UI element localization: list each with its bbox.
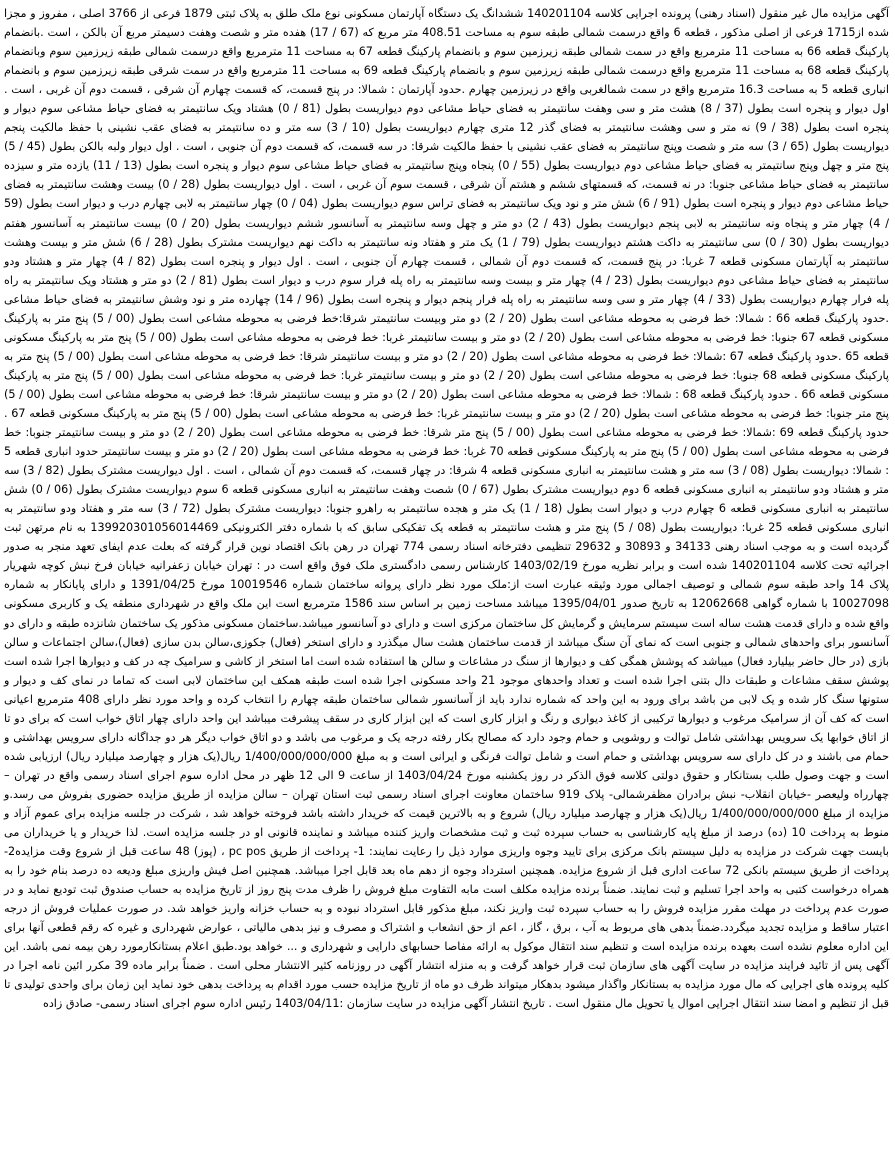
auction-notice-text: آگهی مزایده مال غیر منقول (اسناد رهنی) پرونده اجرایی کلاسه 140201104 ششدانگ یک دستگاه آپارتمان مسکونی نوع ملک طلق به پلاک ثبتی 1879 فرعی از 3766 اصلی ، مفروز و مجزا شده از1715 فرعی از اصلی مذکور ، قطعه 6 واقع درسمت شمالی طبقه سوم به مساحت 408.51 متر مربع که (67 / 17) هفده متر و شصت وهفت دسیمتر مربع آن بالکن ، است .بانضمام پارکینگ قطعه 66 به مساحت 11 مترمربع واقع در سمت شمالی طبقه زیرزمین سوم و بانضمام پارکینگ قطعه 67 به مساحت 11 مترمربع واقع درسمت شمالی طبقه زیرزمین سوم وبانضمام پارکینگ قطعه 68 به مساحت 11 مترمربع واقع درسمت شمالی طبقه زیرزمین سوم و بانضمام پارکینگ قطعه 69 به مساحت 11 مترمربع واقع در سمت شرقی طبقه زیرزمین سوم و بانضمام انباری قطعه 5 به مساحت 16.3 مترمربع واقع در سمت شمالغربی واقع در زیرزمین چهارم .حدود آپارتمان : شمالا: در پنج قسمت، که قسمت چهارم آن شرقی ، قسمت دوم آن غربی ، است . اول دیوار و پنجره است بطول (37 / 8) هشت متر و سی وهفت سانتیمتر به فضای حیاط مشاعی دوم دیواریست بطول (81 / 0) هشتاد ویک سانتیمتر به فضای حیاط مشاعی سوم دیوار و پنجره است بطول (38 / 9) نه متر و سی وهشت سانتیمتر به فضای گذر 12 متری چهارم دیواریست بطول (10 / 3) سه متر و ده سانتیمتر به فضای عقب نشینی با حفظ مالکیت پنجم دیواریست بطول (65 / 3) سه متر و شصت وپنج سانتیمتر به فضای عقب نشینی با حفظ مالکیت شرقا: در سه قسمت، که قسمت دوم آن جنوبی ، است . اول دیوار ولبه بالکن بطول (45 / 5) پنج متر و چهل وپنج سانتیمتر به فضای حیاط مشاعی دوم دیواریست بطول (55 / 0) پنجاه وپنج سانتیمتر به فضای حیاط مشاعی سوم دیوار و پنجره است بطول (13 / 11) یازده متر و سیزده سانتیمتر به فضای حیاط مشاعی جنوبا: در نه قسمت، که قسمتهای ششم و هشتم آن شرقی ، قسمت سوم آن غربی ، است . اول دیواریست بطول (28 / 0) بیست وهشت سانتیمتر به فضای حیاط مشاعی دوم دیوار و پنجره است بطول (91 / 6) شش متر و نود ویک سانتیمتر به فضای تراس سوم دیواریست بطول (04 / 0) چهار سانتیمتر به لابی چهارم درب و دیوار است بطول (59 / 4) چهار متر و پنجاه ونه سانتیمتر به لابی پنجم دیواریست بطول (43 / 2) دو متر و چهل وسه سانتیمتر به آسانسور ششم دیواریست بطول (20 / 0) بیست سانتیمتر به آسانسور هفتم دیواریست بطول (30 / 0) سی سانتیمتر به داکت هشتم دیواریست بطول (79 / 1) یک متر و هفتاد ونه سانتیمتر به داکت نهم دیواریست مشترک بطول (28 / 6) شش متر و بیست وهشت سانتیمتر به آپارتمان مسکونی قطعه 7 غربا: در پنج قسمت، که قسمت دوم آن شمالی ، قسمت چهارم آن جنوبی ، است . اول دیوار و پنجره است بطول (82 / 4) چهار متر و هشتاد ودو سانتیمتر به فضای حیاط مشاعی دوم دیواریست بطول (23 / 4) چهار متر و بیست وسه سانتیمتر به راه پله فرار سوم درب و دیوار است بطول (81 / 2) دو متر و هشتاد ویک سانتیمتر به راه پله فرار چهارم دیواریست بطول (33 / 4) چهار متر و سی وسه سانتیمتر به راه پله فرار پنجم دیوار و پنجره است بطول (96 / 14) چهارده متر و نود وشش سانتیمتر به فضای حیاط مشاعی .حدود پارکینگ قطعه 66 : شمالا: خط فرضی به محوطه مشاعی است بطول (20 / 2) دو متر وبیست سانتیمتر شرقا:خط فرضی به محوطه مشاعی است بطول (00 / 5) پنج متر به پارکینگ مسکونی قطعه 67 جنوبا: خط فرضی به محوطه مشاعی است بطول (20 / 2) دو متر و بیست سانتیمتر غربا: خط فرضی به محوطه مشاعی است بطول (00 / 5) پنج متر به پارکینگ مسکونی قطعه 65 .حدود پارکینگ قطعه 67 :شمالا: خط فرضی به محوطه مشاعی است بطول (20 / 2) دو متر و بیست سانتیمتر شرقا: خط فرضی به محوطه مشاعی است بطول (00 / 5) پنج متر به پارکینگ مسکونی قطعه 68 جنوبا: خط فرضی به محوطه مشاعی است بطول (20 / 2) دو متر و بیست سانتیمتر غربا: خط فرضی به محوطه مشاعی است بطول (00 / 5) پنج متر به پارکینگ مسکونی قطعه 66 . حدود پارکینگ قطعه 68 : شمالا: خط فرضی به محوطه مشاعی است بطول (20 / 2) دو متر و بیست سانتیمتر شرقا: خط فرضی به محوطه مشاعی است بطول (00 / 5) پنج متر جنوبا: خط فرضی به محوطه مشاعی است بطول (20 / 2) دو متر و بیست سانتیمتر غربا: خط فرضی به محوطه مشاعی است بطول (00 / 5) پنج متر به پارکینگ مسکونی قطعه 67 . حدود پارکینگ قطعه 69 :شمالا: خط فرضی به محوطه مشاعی است بطول (00 / 5) پنج متر شرقا: خط فرضی به محوطه مشاعی است بطول (20 / 2) دو متر و بیست سانتیمتر جنوبا: خط فرضی به محوطه مشاعی است بطول (00 / 5) پنج متر به پارکینگ مسکونی قطعه 70 غربا: خط فرضی به محوطه مشاعی است بطول (20 / 2) دو متر و بیست سانتیمتر حدود انباری قطعه 5 : شمالا: دیواریست بطول (08 / 3) سه متر و هشت سانتیمتر به انباری مسکونی قطعه 4 شرقا: در چهار قسمت، که قسمت دوم آن شمالی ، است . اول دیواریست مشترک بطول (82 / 3) سه متر و هشتاد ودو سانتیمتر به انباری مسکونی قطعه 6 دوم دیواریست مشترک بطول (67 / 0) شصت وهفت سانتیمتر به انباری مسکونی قطعه 6 سوم دیواریست مشترک بطول (06 / 0) شش سانتیمتر به انباری مسکونی قطعه 6 چهارم درب و دیوار است بطول (18 / 1) یک متر و هجده سانتیمتر به راهرو جنوبا: دیواریست مشترک بطول (72 / 3) سه متر و هفتاد ودو سانتیمتر به انباری مسکونی قطعه 25 غربا: دیواریست بطول (08 / 5) پنج متر و هشت سانتیمتر به قطعه یک تفکیکی سابق که با شماره دفتر الکترونیکی 139920301056014469 به نام مرتهن ثبت گردیده است و به موجب اسناد رهنی 34133 و 30893 و 29632 تنظیمی دفترخانه اسناد رسمی 774 تهران در رهن بانک اقتصاد نوین قرار گرفته که بعلت عدم ایفای تعهد منجر به صدور اجرائیه تحت کلاسه 140201104 شده است و برابر نظریه مورخ 1403/02/19 کارشناس رسمی دادگستری ملک فوق واقع است در : تهران خیابان زعفرانیه خیابان فرخ نبش کوچه شهریار پلاک 14 واحد طبقه سوم شمالی و توصیف اجمالی مورد وثیقه عبارت است از:ملک مورد نظر دارای پروانه ساختمان شماره 10019546 مورخ 1391/04/25 و دارای پایانکار به شماره 10027098 با شماره گواهی 12062668 به تاریخ صدور 1395/04/01 میباشد مساحت زمین بر اساس سند 1586 مترمربع است این ملک واقع در شهرداری منطقه یک و کاربری مسکونی واقع شده و دارای قدمت هشت ساله است سیستم سرمایش و گرمایش کل ساختمان مرکزی است و دارای دو آسانسور میباشد.ساختمان مسکونی مذکور یک ساختمان شانزده طبقه و دارای دو آسانسور برای واحدهای شمالی و جنوبی است که نمای آن سنگ میباشد از قدمت ساختمان هشت سال میگذرد و دارای استخر (فعال) جکوزی،سالن بدن سازی (فعال)،سالن اجتماعات و سالن بازی (در حال حاضر بیلیارد فعال) میباشد که پوشش همگی کف و دیوارها از سنگ در مشاعات و سالن ها استفاده شده است اما استخر از کاشی و سرامیک چه در کف و دیوارها اجرا شده است پوشش سقف مشاعات و طبقات دال بتنی اجرا شده است و تعداد واحدهای موجود 21 واحد مسکونی اجرا شده است طبقه همکف این ساختمان لابی است که تماما در نمای کف و دیوار و ستونها سنگ کار شده و یک لابی من باشد برای ورود به این واحد که شماره ندارد باید از آسانسور شمالی ساختمان طبقه چهارم را انتخاب کرده و واحد مورد نظر دارای 408 مترمربع اعیانی است که کف آن از سرامیک مرغوب و دیوارها ترکیبی از کاغذ دیواری و رنگ و ابزار کاری است که این ابزار کاری در سقف پیشرفت میباشد این واحد دارای چهار اتاق خواب است که برای دو تا از اتاق خوابها یک سرویس بهداشتی شامل توالت و روشویی و حمام وجود دارد که مصالح بکار رفته درجه یک و مرغوب می باشد و دو اتاق خواب دیگر هر دو جداگانه دارای سرویس بهداشتی و حمام می باشند و در کل دارای سه سرویس بهداشتی و حمام است و شامل توالت فرنگی و ایرانی است و به مبلغ 1/400/000/000/000 ریال(یک هزار و چهارصد میلیارد ریال) ارزیابی شده است و جهت وصول طلب بستانکار و حقوق دولتی کلاسه فوق الذکر در روز یکشنبه مورخ 1403/04/24 از ساعت 9 الی 12 ظهر در محل اداره سوم اجرای اسناد رسمی واقع در تهران – چهارراه ولیعصر -خیابان انقلاب- نبش برادران مظفرشمالی- پلاک 919 ساختمان معاونت اجرای اسناد رسمی ثبت استان تهران – سالن مزایده از طریق مزایده حضوری بفروش می رسد.و مزایده از مبلغ 1/400/000/000/000 ریال(یک هزار و چهارصد میلیارد ریال) شروع و به بالاترین قیمت که خریدار داشته باشد فروخته خواهد شد ، شرکت در جلسه مزایده برای عموم آزاد و منوط به پرداخت 10 (ده) درصد از مبلغ پایه کارشناسی به حساب سپرده ثبت و ثبت مشخصات واریز کننده میباشد و نماینده قانونی او در جلسه مزایده است. لذا خریدار و یا خریداران می بایست جهت شرکت در مزایده به دلیل سیستم بانک مرکزی برای تایید وجوه واریزی موارد ذیل را رعایت نمایند: 1- پرداخت از طریق pc pos ، (پوز) 48 ساعت قبل از شروع وقت مزایده2- پرداخت از طریق سیستم بانکی 72 ساعت اداری قبل از شروع مزایده. همچنین استرداد وجوه از دهم ماه بعد قابل اجرا میباشد. همچنین اصل فیش واریزی مبلغ ودیعه ده درصد بنام خود را به همراه درخواست کتبی به واحد اجرا تسلیم و ثبت نمایند. ضمناً برنده مزایده مکلف است مابه التفاوت مبلغ فروش را ظرف مدت پنج روز از تاریخ مزایده به حساب صندوق ثبت تودیع نماید و در صورت عدم پرداخت در مهلت مقرر مزایده فروش را به حساب سپرده ثبت واریز نکند، مبلغ مذکور قابل استرداد نبوده و به حساب خزانه واریز خواهد شد. در صورت عملیات فروش از درجه اعتبار ساقط و مزایده تجدید میگردد.ضمناً بدهی های مربوط به آب ، برق ، گاز ، اعم از حق انشعاب و اشتراک و مصرف و نیز بدهی مالیاتی ، عوارض شهرداری و غیره که رقم قطعی آنها برای این اداره معلوم نشده است بعهده برنده مزایده است و تنظیم سند انتقال موکول به ارائه مفاصا حسابهای دارایی و شهرداری و ... خواهد بود.طبق اعلام بستانکارمورد رهن بیمه نمی باشد. این آگهی پس از تائید فرایند مزایده در سایت آگهی های سازمان ثبت قرار خواهد گرفت و به منزله انتشار آگهی در روزنامه کثیر الانتشار محلی است . ضمناً برابر ماده 39 مکرر ائین نامه اجرا در کلیه پرونده های اجرایی که مال مورد مزایده به بستانکار واگذار میشود بدهکار میتواند ظرف دو ماه از تاریخ مزایده حسب مورد اقدام به پرداخت بدهی خود نماید این زمان برای واحدی تولیدی تا قبل از تنظیم و امضا سند انتقال اجرایی اموال یا تحویل مال منقول است . تاریخ انتشار آگهی مزایده در سایت سازمان :1403/04/11 رئیس اداره سوم اجرای اسناد رسمی- صادق زاده xyxy=(4,7,890,1011)
